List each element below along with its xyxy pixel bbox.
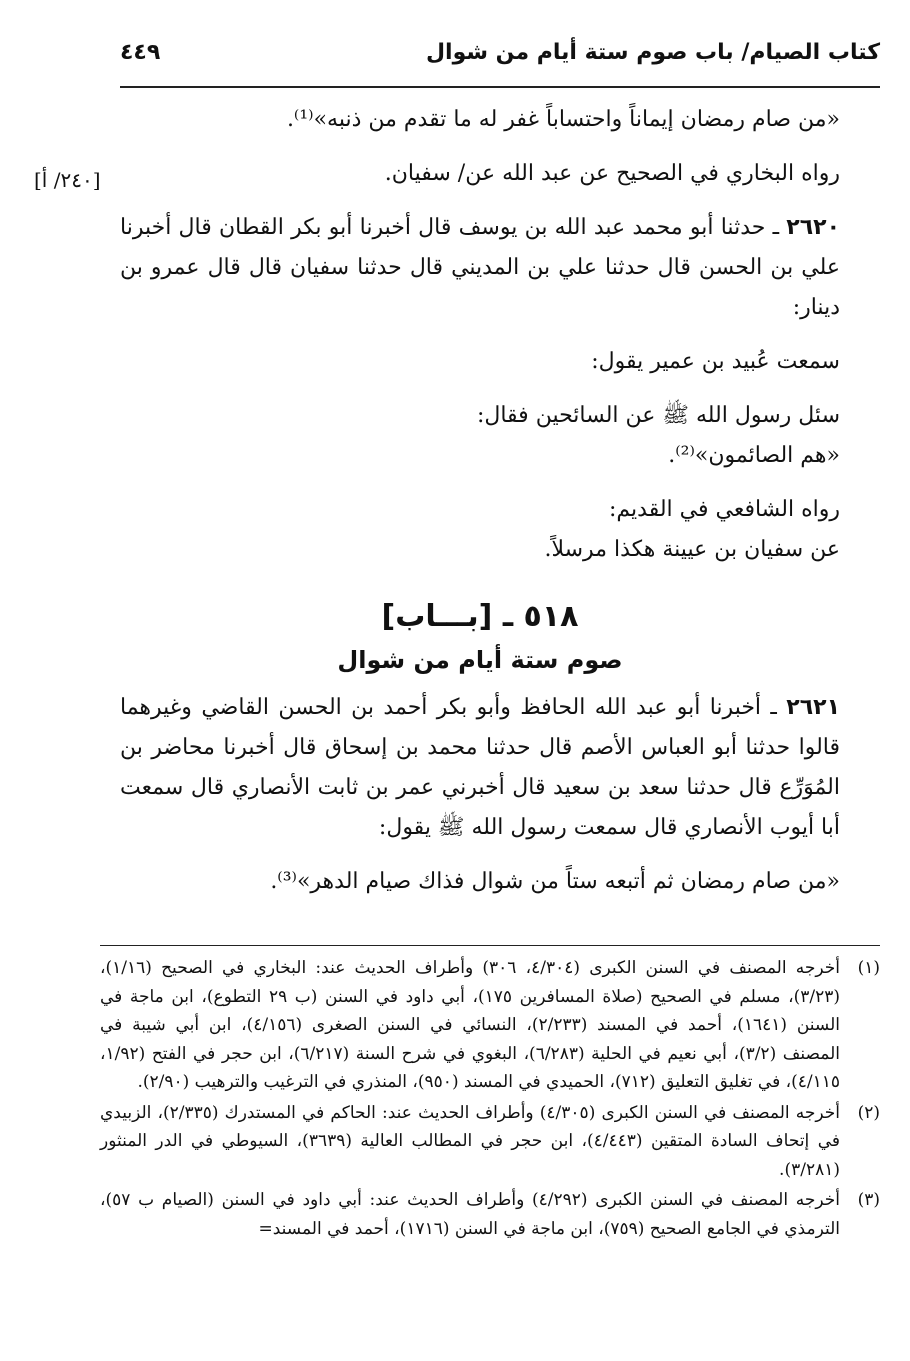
hadith-number: ٢٦٢٠ (786, 215, 840, 240)
hadith-2621 (120, 688, 840, 848)
footnote-label: (٣) (857, 1190, 880, 1210)
chapter-subtitle: صوم ستة أيام من شوال (337, 646, 623, 674)
footnote-text: أخرجه المصنف في السنن الكبرى (٤/٣٠٤، ٣٠٦) وأطراف الحديث عند: البخاري في الصحيح (١/١٦)، (٣/٢٣)، مسلم في الصحيح (صلاة المسافرين ١٧٥)، أبي داود في السنن (ب ٢٩ التطوع)، ابن ماجة في السنن (١٦٤١)، أحمد في المسند (٢/٢٣٣)، النسائي في السنن الصغرى (٤/١٥٦)، ابن أبي شيبة في المصنف (٣/٢)، أبي نعيم في الحلية (٦/٢٨٣)، البغوي في شرح السنة (٦/٢١٧)، ابن حجر في الفتح (١/٩٢، ٤/١١٥)، في تغليق التعليق (٧١٢)، الحميدي في المسند (٩٥٠)، المنذري في الترغيب والترهيب (٢/٩٠). (100, 958, 841, 1092)
header-rule (120, 86, 880, 88)
hadith-text: ـ حدثنا أبو محمد عبد الله بن يوسف قال أخبرنا أبو بكر القطان قال أخبرنا علي بن الحسن قال حدثنا علي بن المديني قال حدثنا سفيان قال قال عمرو بن دينار: (120, 215, 840, 320)
text-line: سئل رسول الله ﷺ عن السائحين فقال: (476, 403, 840, 428)
footnote-separator (100, 945, 880, 946)
marginal-reference: [٢٤٠/ أ] (34, 168, 101, 192)
footnote-label: (٢) (857, 1102, 880, 1123)
narration-note: رواه الشافعي في القديم: (609, 497, 840, 522)
hadith-quote: «من صام رمضان ثم أتبعه ستاً من شوال فذاك صيام الدهر»⁽³⁾. (270, 869, 840, 894)
main-text (120, 100, 840, 902)
page-header (120, 40, 880, 84)
page-number: ٤٤٩ (120, 40, 161, 65)
narration-note: رواه البخاري في الصحيح عن عبد الله عن/ سفيان. (384, 161, 840, 186)
hadith-number: ٢٦٢١ (786, 695, 840, 720)
text-line: سمعت عُبيد بن عمير يقول: (591, 349, 840, 374)
text-line: عن سفيان بن عيينة هكذا مرسلاً. (544, 537, 840, 562)
footnote-label: (١) (857, 958, 880, 978)
hadith-2620 (120, 208, 840, 328)
footnote-text: أخرجه المصنف في السنن الكبرى (٤/٣٠٥) وأطراف الحديث عند: الحاكم في المستدرك (٢/٣٣٥)، الزبيدي في إتحاف السادة المتقين (٤/٤٤٣)، ابن حجر في المطالب العالية (٣٦٣٩)، السيوطي في الدر المنثور (٣/٢٨١). (100, 1102, 840, 1180)
footnotes (100, 952, 880, 1243)
footnote-text: أخرجه المصنف في السنن الكبرى (٤/٢٩٢) وأطراف الحديث عند: أبي داود في السنن (الصيام ب ٥٧)، الترمذي في الجامع الصحيح (٧٥٩)، ابن ماجة في السنن (١٧١٦)، أحمد في المسند= (100, 1190, 840, 1239)
hadith-text: ـ أخبرنا أبو عبد الله الحافظ وأبو بكر أحمد بن الحسن القاضي وغيرهما قالوا حدثنا أبو العباس الأصم قال حدثنا محمد بن إسحاق قال أخبرنا محاضر بن المُوَرِّع قال حدثنا سعد بن سعيد قال أخبرني عمر بن ثابت الأنصاري قال سمعت أبا أيوب الأنصاري قال سمعت رسول الله ﷺ يقول: (120, 695, 840, 840)
chapter-title: ٥١٨ ـ [بـــاب] (381, 599, 579, 634)
footnote (100, 954, 880, 1097)
hadith-quote: «هم الصائمون»⁽²⁾. (668, 443, 840, 468)
footnote (100, 1186, 880, 1243)
footnote (100, 1099, 880, 1185)
hadith-quote: «من صام رمضان إيماناً واحتساباً غفر له ما تقدم من ذنبه»⁽¹⁾. (286, 107, 840, 132)
running-title: كتاب الصيام/ باب صوم ستة أيام من شوال (425, 40, 880, 65)
